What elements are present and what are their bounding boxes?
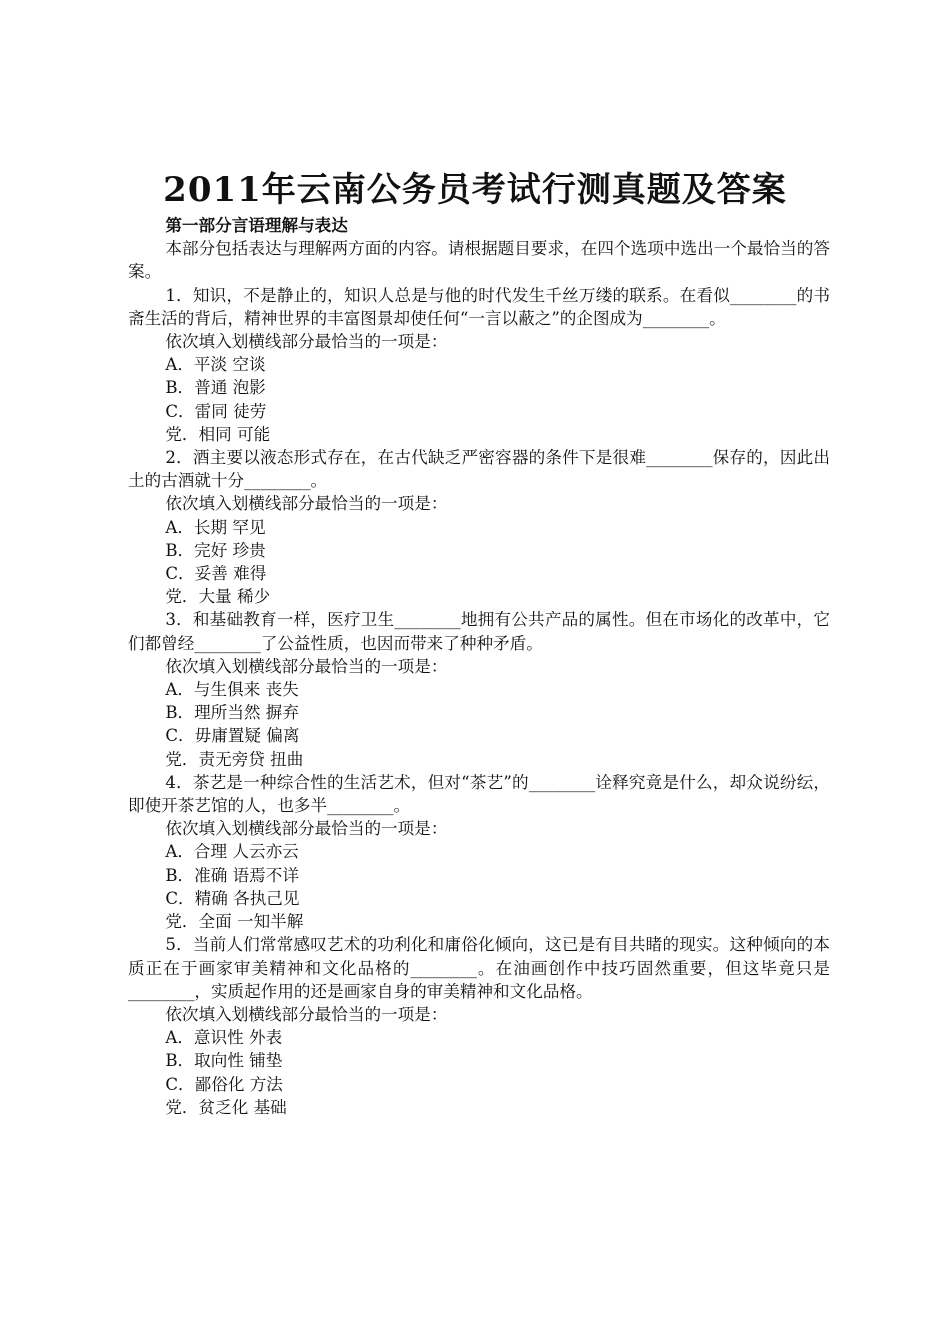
question-4-option-b: B．准确 语焉不详 <box>165 865 299 885</box>
question-3-option-d: 党．责无旁贷 扭曲 <box>165 749 304 769</box>
question-5-stem: 5．当前人们常常感叹艺术的功利化和庸俗化倾向，这已是有目共睹的现实。这种倾向的本质正在于画家审美精神和文化品格的________。在油画创作中技巧固然重要，但这毕竟只是________，实质起作用的还是画家自身的审美精神和文化品格。 <box>128 935 830 1001</box>
question-3-option-a: A．与生俱来 丧失 <box>165 680 299 700</box>
document-title: 2011年云南公务员考试行测真题及答案 <box>163 170 787 210</box>
question-5-option-c: C．鄙俗化 方法 <box>165 1074 283 1094</box>
question-2-option-a: A．长期 罕见 <box>165 517 266 537</box>
question-5-option-b: B．取向性 铺垫 <box>165 1051 283 1071</box>
question-2-option-d: 党．大量 稀少 <box>165 587 271 607</box>
question-2-stem: 2．酒主要以液态形式存在，在古代缺乏严密容器的条件下是很难________保存的，因此出土的古酒就十分________。 <box>128 448 830 491</box>
question-4-prompt: 依次填入划横线部分最恰当的一项是： <box>165 819 448 839</box>
question-1-option-d: 党．相同 可能 <box>165 424 271 444</box>
question-5-prompt: 依次填入划横线部分最恰当的一项是： <box>165 1004 448 1024</box>
intro-paragraph: 本部分包括表达与理解两方面的内容。请根据题目要求，在四个选项中选出一个最恰当的答案。 <box>128 239 830 282</box>
question-1-prompt: 依次填入划横线部分最恰当的一项是： <box>165 332 448 352</box>
question-3-option-b: B．理所当然 摒弃 <box>165 703 299 723</box>
question-1-option-c: C．雷同 徒劳 <box>165 401 267 421</box>
question-1-option-b: B．普通 泡影 <box>165 378 266 398</box>
question-4-option-c: C．精确 各执己见 <box>165 888 300 908</box>
question-5-option-a: A．意识性 外表 <box>165 1028 283 1048</box>
question-3-stem: 3．和基础教育一样，医疗卫生________地拥有公共产品的属性。但在市场化的改革中，它们都曾经________了公益性质，也因而带来了种种矛盾。 <box>128 610 830 653</box>
question-1-stem: 1．知识，不是静止的，知识人总是与他的时代发生千丝万缕的联系。在看似________的书斋生活的背后，精神世界的丰富图景却使任何“一言以蔽之”的企图成为________。 <box>128 285 830 328</box>
question-4-option-d: 党．全面 一知半解 <box>165 912 304 932</box>
question-3-option-c: C．毋庸置疑 偏离 <box>165 726 300 746</box>
document-body <box>128 214 830 1119</box>
question-2-option-c: C．妥善 难得 <box>165 564 267 584</box>
question-2-option-b: B．完好 珍贵 <box>165 540 266 560</box>
question-4-option-a: A．合理 人云亦云 <box>165 842 299 862</box>
question-1-option-a: A．平淡 空谈 <box>165 355 266 375</box>
question-2-prompt: 依次填入划横线部分最恰当的一项是： <box>165 494 448 514</box>
question-3-prompt: 依次填入划横线部分最恰当的一项是： <box>165 656 448 676</box>
section-heading: 第一部分言语理解与表达 <box>165 215 348 235</box>
question-5-option-d: 党．贫乏化 基础 <box>165 1097 287 1117</box>
question-4-stem: 4．茶艺是一种综合性的生活艺术，但对“茶艺”的________诠释究竟是什么，却众说纷纭，即使开茶艺馆的人，也多半________。 <box>128 772 830 816</box>
